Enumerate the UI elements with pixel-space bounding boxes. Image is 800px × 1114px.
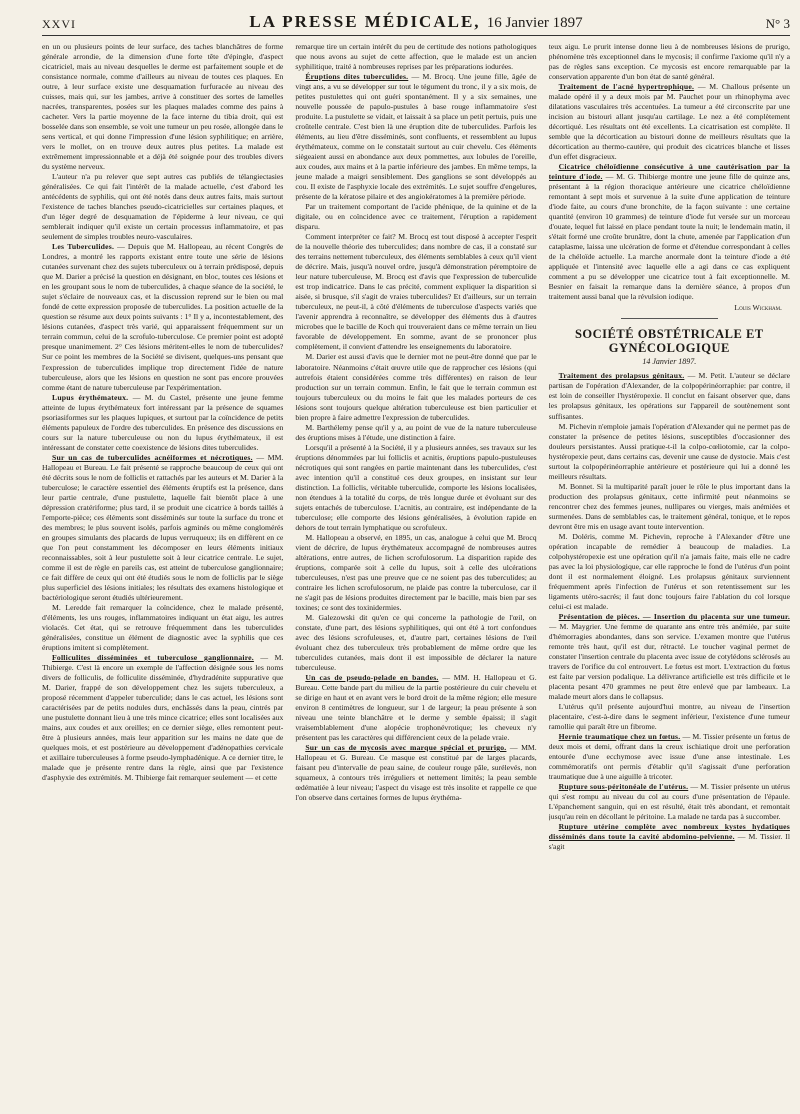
paragraph-text: — M. G. Thibierge montre une jeune fille de quinze ans, présentant à la région thoracique antérieure une cicatrice chéloïdienne remontant à sept mois et survenue à la suite d'une application de teinture d'iode faite, au cours d'une bronchite, de la façon suivante : une certaine quantité (environ 10 grammes) de teinture d'iode fut versée sur un morceau d'ouate, lequel fut laissé en place pendant toute la nuit; le lendemain matin, il s'était formé une croûte brunâtre, dont la chute, amenée par l'application d'un cataplasme, laissa une ulcération de forme et d'étendue correspondant à celles de la chéloïde actuelle. La marche anormale dont la teinture d'iode a été appliquée et l'intensité avec laquelle elle a agi dans ce cas expliquent comment a pu se développer une cicatrice tout à fait exceptionnelle. M. Besnier en faisait la remarque dans la dernière séance, à propos d'un traitement aussi banal que la révulsion iodique. [548,172,790,302]
section-title: Un cas de pseudo-pelade en bandes. [305,672,439,682]
society-heading [549,327,790,367]
signature-line [549,303,790,313]
paragraph: M. Leredde fait remarquer la coïncidence, chez le malade présenté, d'éléments, les uns rouges, inflammatoires indiquant un état aigu, les autres violacés. Cet état, qui se retrouve fréquemment dans les tuberculides généralisées, constitue un élément de diagnostic avec la syphilis que ces éruptions imitent si complètement. [42,602,284,652]
paragraph [42,242,283,392]
paragraph [295,72,536,202]
paragraph-text: — M. Brocq. Une jeune fille, âgée de vingt ans, a vu se développer sur tout le tégument du tronc, il y a six mois, de petites pustulettes qui ont guéri spontanément. Il y a six semaines, une nouvelle poussée de papulo-pustules à base rouge inflammatoire s'est produite. La pustulette se vidait, et laissait à sa place un petit pertuis, puis une croûtelle centrale. C'est bien là une éruption dite de tuberculides. Parfois les éléments, au lieu d'être disséminés, sont confluents, et ressemblent au lupus érythémateux, comme on le constatait surtout au cuir chevelu. Ces éléments siègeaient aussi en abondance aux deux pommettes, aux lobules de l'oreille, aux coudes, aux mains et à la partie inférieure des jambes. En même temps, la jeune malade a maigri sensiblement. Des ganglions se sont développés au cou. Il existe de l'asphyxie locale des extrémités. Le sujet souffre d'engelures, présente de la kératose pilaire et des angiokératomes à la première période. [295,72,537,202]
issue-date: 16 Janvier 1897 [486,15,583,31]
paragraph: en un ou plusieurs points de leur surface, des taches blanchâtres de forme générale arrondie, de la dimension d'une forte tête d'épingle, d'aspect cicatriciel, mais au niveau desquelles le derme est parfaitement souple et de consistance normale, comme d'ailleurs au niveau de toutes ces plaques. En outre, à leur surface existe une desquamation furfuracée au niveau des cuisses, mais qui, sur les jambes, arrive à constituer des sortes de lamelles nacrées, transparentes, posées sur les plaques malades comme des pains à cacheter. Vers la partie moyenne de la face interne du tibia droit, qui est bosselée dans son ensemble, se voit une tumeur un peu rosée, allongée dans le sens vertical, et qui donne l'impression d'une lésion syphilitique; en arrière, vers le mollet, on en trouve deux autres plus petites. La malade est extrêmement impressionnable et a déjà été soignée pour des troubles divers du système nerveux. [42,42,284,172]
paragraph-text: — M. Thibierge. C'est là encore un exemple de l'affection désignée sous les noms divers de folliculis, de folliculite disséminée, d'hydradénite suppurative que M. Darier, frappé de son développement chez les sujets tuberculeux, a proposé récemment d'appeler tuberculide; dans le cas actuel, les lésions sont caractérisées par de petits nodules durs, enchâssés dans la peau, cintrés par une pustulette donnant lieu à une très mince cicatrice; elles sont localisées aux mains, aux coudes et aux oreilles; en ce dernier siège, elles remontent peut-être à plusieurs années, mais leur apparition sur les mains ne date que de quelques mois, et est postérieure au développement d'adénopathies cervicale et axillaire tuberculeuses à forme pseudo-lymphadénique. A ce dernier titre, le malade que je présente rentre dans la règle, ainsi que par l'existence d'asphyxie des extrémités. M. Thibierge fait remarquer seulement — et cette [42,652,284,783]
paragraph: Lorsqu'il a présenté à la Société, il y a plusieurs années, ses travaux sur les éruptions dénommées par lui folliclis et acnitis, éruptions papulo-pustuleuses nécrotiques qui sont rangées en partie maintenant dans les tuberculides, c'est avec intention qu'il a constitué ces deux groupes, en insistant sur leur distinction. La folliclis, véritable tuberculide, comporte les lésions localisées, non étendues à la totalité du corps, de très longue durée et évoluant sur des sujets entachés de tuberculose. L'acnitis, au contraire, est indépendante de la tuberculose; elle comporte des lésions généralisées, à évolution rapide en dehors de tout terrain lymphatique ou scrofuleux. [295,442,537,532]
paragraph: M. Darier est aussi d'avis que le dernier mot ne peut-être donné que par le laboratoire. Néanmoins c'était œuvre utile que de rapprocher ces lésions (qui autrefois étaient considérées comme très différentes) en raison de leur production sur un terrain commun. Enfin, le fait que le terrain commun est toujours tuberculeux ou du moins le fait que les malades porteurs de ces lésions sont toujours quelque altération tuberculeuse est bien particulier et bien propre à faire admettre l'expression de tuberculides. [295,352,537,422]
paragraph [549,162,790,302]
paragraph-text: — M. Maygrier. Une femme de quarante ans entre très anémiée, par suite d'hémorragies abondantes, dans son service. L'examen montre que l'utérus remonte très haut, qu'il est dur, rétracté. Le toucher vaginal permet de constater l'insertion centrale du placenta avec issue de cotylédons sclérosés au travers de l'orifice du col entrouvert. Le fœtus est mort. L'extraction du fœtus est faite par version podalique. La délivrance artificielle est très difficile et le placenta pesant 470 grammes ne peut être enlevé que par lambeaux. La malade meurt alors dans le collapsus. [548,621,790,701]
paragraph: Comment interpréter ce fait? M. Brocq est tout disposé à accepter l'esprit de la nouvelle théorie des tuberculides; dans nombre de cas, il a constaté sur des terrains nettement tuberculeux, des éléments semblables à ceux qu'il vient de décrire. Mais, jusqu'à nouvel ordre, jusqu'à démonstration péremptoire de leur nature tuberculeuse, M. Brocq est d'avis que l'expression de tuberculide est trop indicatrice. Dans le cas précité, comment expliquer la disparition si aisée, si brusque, s'il s'agit de vraies tuberculides? Et d'ailleurs, sur un terrain tuberculeux, ne peut-il, à côté d'éléments de tuberculose d'aspects variés que l'avenir apprendra à reconnaître, se développer des éléments dus à d'autres microbes que le bacille de Koch qui trouveraient dans ce même terrain un lieu favorable de développement. En somme, avant de se prononcer plus complètement, il convient d'attendre les enseignements du laboratoire. [295,232,537,352]
paragraph [549,732,790,782]
column-left [42,42,283,1108]
section-title: Cicatrice chéloïdienne consécutive à une cautérisation par la teinture d'iode. [548,162,790,182]
paragraph: M. Barthélemy pense qu'il y a, au point de vue de la nature tuberculeuse des éruptions mises à l'étude, une distinction à faire. [295,422,537,442]
paragraph-text: — M. Challous présente un malade opéré il y a deux mois par M. Pauchet pour un rhinophyma avec dilatations vasculaires très accentuées. La tumeur a été circonscrite par une incision au bistouri allant jusqu'au cartilage. Le nez a été complètement décortiqué. Les résultats ont été excellents. La cicatrisation est complète. Il semble que la décortication au bistouri donne de meilleurs résultats que la décortication au thermo-cautère, qui produit des cicatrices blanche et lisses d'un effet disgracieux. [548,82,790,162]
article-columns [42,42,790,1108]
section-title: Lupus érythémateux. [52,392,129,402]
paragraph-text: — MM. Hallopeau et G. Bureau. Ce masque est constitué par de larges placards, faisant peu d'intervalle de peau saine, de couleur rouge pâle, surélevés, non squameux, à contours très irréguliers et nettement limités; la peau semble œdématiée à leur niveau; l'aspect du visage est très insolite et rappelle ce que l'on observe dans certaines formes de lupus érythéma- [295,743,537,803]
paragraph-text: — M. Tissier. Il s'agit [548,832,790,852]
column-middle [295,42,536,1108]
paragraph: L'auteur n'a pu relever que sept autres cas publiés de télangiectasies généralisées. Ce qui fait l'intérêt de la malade actuelle, c'est d'abord les antécédents de syphilis, qui ont été notés dans deux autres faits, mais surtout l'existence de taches blanches pseudo-cicatricielles sur certaines plaques, et d'un léger degré de desquamation de l'épiderme à leur niveau, ce qui semblerait indiquer qu'il existe un certain processus inflammatoire, et pas seulement de simples troubles neuro-vasculaires. [42,172,284,242]
section-title: Sur un cas de mycosis avec marque spécial et prurigo. [305,743,507,753]
paragraph [42,653,283,783]
paragraph: L'utérus qu'il présente aujourd'hui montre, au niveau de l'insertion placentaire, c'est-à-dire dans le segment inférieur, l'existence d'une tumeur ramollie qui paraît être un fibrome. [548,701,790,731]
paragraph [42,393,283,453]
paragraph: M. Galezowski dit qu'en ce qui concerne la pathologie de l'œil, on constate, d'une part, des lésions syphilitiques, qui ont été à tort confondues avec des lésions scrofuleuses, et, d'autre part, certaines lésions de l'œil évoluant chez des tuberculeux très probablement de même ordre que les tuberculides cutanées, mais dont il est impossible de déclarer la nature tuberculeuse. [295,612,537,672]
paragraph: Par un traitement comportant de l'acide phénique, de la quinine et de la digitale, ou en coïncidence avec ce traitement, l'éruption a rapidement disparu. [295,202,537,232]
paragraph-text: — MM. Hallopeau et Bureau. Le fait présenté se rapproche beaucoup de ceux qui ont été décrits sous le nom de folliclis et rattachés par les auteurs et M. Darier à la tuberculose; le caractère essentiel des éléments éruptifs est la présence, dans leur partie centrale, d'une pustulette, laquelle fait bientôt place à une dépression cratériforme; plus tard, il se produit une cicatrice à bords taillés à l'emporte-pièce; ces éléments sont disséminés sur toute la surface du tronc et des membres; le plus souvent isolés, parfois agminés ou même conglomérés en groupes simulants des placards de lupus verruqueux; ils en diffèrent en ce que l'on peut constamment les décomposer en leurs éléments initiaux reconnaissables, soit à leur pustulette soit à leur cicatrice centrale. Le sujet, comme il est de règle en pareils cas, est atteint de tuberculose ganglionnaire; ce fait diffère de ceux qui ont été étudiés sous le nom de folliclis par le siège plus superficiel des lésions initiales; les résultats des examens histologique et bactériologique seront étudiés ultérieurement. [42,452,284,602]
paragraph [42,453,283,603]
section-title: Traitement des prolapsus génitaux. [558,371,685,381]
section-title: Folliculites disséminées et tuberculose ganglionnaire. [52,652,254,662]
session-date: 14 Janvier 1897. [642,357,697,367]
paragraph [295,743,536,803]
journal-title [249,12,582,32]
paragraph [549,82,790,162]
section-title: Rupture sous-péritonéale de l'utérus. [558,782,689,792]
section-title: Hernie traumatique chez un fœtus. [558,732,681,741]
paragraph-text: — M. Tissier présente un fœtus de deux mois et demi, offrant dans la creux ischiatique droit une perforation entourée d'une ecchymose avec issue d'une anse intestinale. Les commémoratifs ont permis d'établir qu'il s'agissait d'une perforation traumatique due à une aiguille à tricoter. [548,732,790,782]
section-title: Sur un cas de tuberculides acnéiformes et nécrotiques. [52,452,253,462]
author-signature: Louis Wickham. [734,303,782,313]
paragraph [549,782,790,822]
section-title: Rupture utérine complète avec nombreux kystes hydatiques disséminés dans toute la cavité abdomino-pelvienne. [548,822,790,842]
paragraph: teux aigu. Le prurit intense donne lieu à de nombreuses lésions de prurigo, phénomène très exceptionnel dans le mycosis; il confirme l'axiome qu'il n'y a pas de règles sans exception. Ce mycosis est encore remarquable par la conservation apparente d'un bon état de santé général. [548,42,790,82]
journal-name: LA PRESSE MÉDICALE, [249,12,481,31]
paragraph-text: — M. Tissier présente un utérus qui s'est rompu au niveau du col au cours d'une présentation de l'épaule. L'épanchement sanguin, qui en est résulté, était très abondant, et remontait jusqu'au rein en décollant le péritoine. La malade ne tarda pas à succomber. [548,782,790,822]
paragraph-text: — Depuis que M. Hallopeau, au récent Congrès de Londres, a montré les rapports existant entre toute une série de lésions cutanées survenant chez des sujets tuberculeux ou à terrain prédisposé, depuis que M. Darier a précisé la question en désignant, en bloc, toutes ces lésions et en les groupant sous le nom de tuberculides, à chaque séance de la société, le sujet s'éclaire de nouveaux cas, et la discussion reprend sur le bien ou mal fondé de cette expression proposée de tuberculides. La position actuelle de la question se résume aux deux points suivants : 1° Il y a, incontestablement, des lésions cutanées, d'aspect très varié, qui apparaissent fréquemment sur un terrain commun, celui de la scrofulo-tuberculose. Ce premier point est adopté presque unanimement. 2° Ces lésions méritent-elles le nom de tuberculides? Sur ce point les membres de la Société se divisent, quelques-uns pensant que l'expression de tuberculides implique trop directement l'idée de nature tuberculeuse, alors que les lésions en question ne sont pas encore prouvées comme étant de nature tuberculeuse par l'expérimentation. [42,242,284,392]
paragraph: M. Doléris, comme M. Pichevin, reproche à l'Alexander d'être une opération incapable de remédier à beaucoup de maladies. La colpohystéropexie est une opération qu'il n'a jamais faite, mais elle ne cadre pas avec la loi physiologique, car elle rapproche le fond de l'utérus d'un point dont il est normalement éloigné. Les prolapsus génitaux surviennent fréquemment après l'infection de l'utérus et son retentissement sur les ligaments utéro-sacrés; il faut donc toujours faire l'ablation du col lorsque celui-ci est malade. [548,531,790,611]
page-header [42,10,790,36]
paragraph: remarque tire un certain intérêt du peu de certitude des notions pathologiques que nous avons au sujet de cette affection, que le malade est un ancien syphilitique, traité à nombreuses reprises par les préparations iodurées. [295,42,537,72]
paragraph-text: — M. du Castel, présente une jeune femme atteinte de lupus érythémateux fort intéressant par la présence de squames psoriasiformes sur les plaques lupiques, et surtout par la coïncidence de petits éléments papuleux de l'ordre des tuberculides. En présence des discussions en cours sur la nature tuberculeuse ou non du lupus érythémateux, il est intéressant de constater cette coexistence de lésions dites tuberculides. [42,392,284,452]
paragraph-text: — MM. H. Hallopeau et G. Bureau. Cette bande part du milieu de la partie postérieure du cuir chevelu et se dirige en haut et en avant vers le bord droit de la même région; elle mesure environ 8 centimètres de longueur, sur 1 de largeur; la peau présente à son niveau une teinte blanchâtre et le derme y semble épaissi; il s'agit vraisemblablement d'une alopécie trophonévrotique; les cheveux n'y présentent pas les caractères qui différencient ceux de la pelade vraie. [295,672,537,743]
paragraph [295,673,536,743]
issue-number: N° 3 [765,16,790,31]
paragraph-text: — M. Petit. L'auteur se déclare partisan de l'opération d'Alexander, de la colpopérinéorraphie: par contre, il est loin de conseiller l'hystéropexie. Il conclut en faisant observer que, dans les prolapsus génitaux, les opérations sur l'appareil de soutènement sont suffisantes. [548,371,790,421]
paragraph: M. Bonnet. Si la multiparité paraît jouer le rôle le plus important dans la production des prolapsus génitaux, cette infirmité peut néanmoins se rencontrer chez des femmes jeunes, nullipares ou vierges, mais anémiées et surmenées. Dans de semblables cas, le traitement général, tonique, et le repos devront être mis en usage avant toute intervention. [548,481,790,531]
society-title: SOCIÉTÉ OBSTÉTRICALE ET GYNÉCOLOGIQUE [574,327,764,356]
paragraph [549,612,790,702]
section-title: Éruptions dites tuberculides. [305,72,409,82]
section-title: Traitement de l'acné hypertrophique. [558,82,695,92]
paragraph [549,822,790,852]
section-title: Les Tuberculides. [52,242,115,252]
section-divider [621,318,718,319]
paragraph [549,371,790,421]
column-right [549,42,790,1108]
paragraph: M. Hallopeau a observé, en 1895, un cas, analogue à celui que M. Brocq vient de décrire, de lupus érythémateux accompagné de nombreuses autres altérations, entre autres, de lichen scrofulosorum. La disparition rapide des éruptions, comparée soit à celle du lupus, soit à celle des ulcérations tuberculeuses, n'est pas une preuve que ce ne soient pas des tuberculides; au contraire les lichen scrofulosorum, ne plaide pas contre la tuberculose, car il ne s'agit pas de lésions produites directement par le bacille, mais bien par ses toxines; ce sont des toxinidermies. [295,532,537,612]
page-number: XXVI [42,17,76,31]
paragraph: M. Pichevin n'emploie jamais l'opération d'Alexander qui ne permet pas de constater la présence de petites lésions, susceptibles d'occasionner des douleurs persistantes. Aussi pratique-t-il la colpo-cœliotomie, car la colpo-hystéropexie peut, dans certains cas, devenir une cause de dystocie. Mais c'est surtout la colpopérinéorraphie antérieure et postérieure qui lui a donné les meilleurs résultats. [548,421,790,481]
section-title: Présentation de pièces. — Insertion du placenta sur une tumeur. [558,611,790,621]
